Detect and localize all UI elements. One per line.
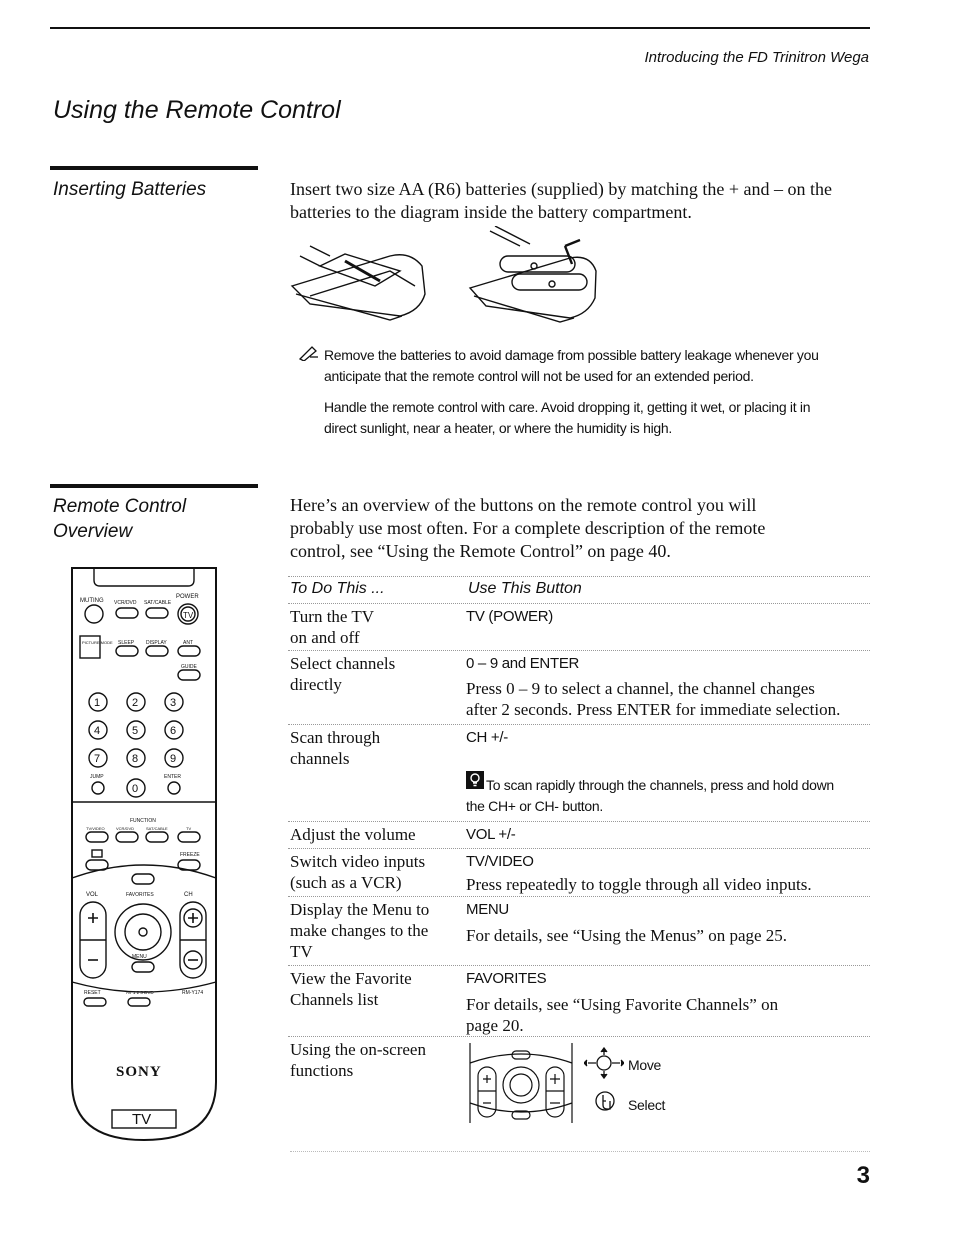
cell-line: channels: [290, 749, 350, 768]
remote-digit: 1: [94, 697, 101, 709]
table-row: [288, 848, 870, 896]
button-name: TV (POWER): [466, 608, 553, 625]
move-label: Move: [628, 1057, 662, 1073]
cell-line: Turn the TV: [290, 607, 375, 626]
table-cell: [290, 653, 395, 695]
cell-line: TV: [290, 942, 313, 961]
select-hand-icon: [594, 1089, 616, 1115]
remote-digit: 8: [132, 753, 139, 765]
remote-label: FREEZE: [180, 852, 200, 858]
note-text-line: direct sunlight, near a heater, or where the humidity is high.: [324, 420, 672, 436]
remote-digit: 0: [132, 783, 139, 795]
remote-label: DISPLAY: [146, 640, 167, 646]
section-rule: [50, 484, 258, 488]
note-text-line: Handle the remote control with care. Avoid dropping it, getting it wet, or placing it in: [324, 399, 811, 415]
remote-digit: 7: [94, 753, 101, 765]
tip-text-line: the CH+ or CH- button.: [466, 798, 603, 814]
remote-label: MENU: [132, 954, 147, 960]
remote-brand-logo: SONY: [116, 1064, 162, 1080]
table-cell: [290, 899, 429, 962]
remote-label: VCR/DVD: [116, 826, 135, 831]
cell-line: after 2 seconds. Press ENTER for immediate selection.: [466, 700, 841, 719]
section-body-inserting-batteries: Insert two size AA (R6) batteries (supplied) by matching the + and – on the batteries to the diagram inside the battery compartment.: [290, 179, 833, 222]
remote-digit: 2: [132, 697, 139, 709]
cell-line: Display the Menu to: [290, 900, 430, 919]
remote-label: GUIDE: [181, 664, 197, 670]
cell-line: directly: [290, 675, 342, 694]
select-label: Select: [628, 1097, 666, 1113]
table-row: [288, 821, 870, 848]
table-cell: [290, 1039, 426, 1081]
section-heading-remote-overview: [53, 494, 186, 544]
running-head: Introducing the FD Trinitron Wega: [644, 49, 869, 66]
cell-line: Using the on-screen: [290, 1040, 426, 1059]
remote-keypad-detail-illustration: [468, 1041, 574, 1125]
intro-line: Here’s an overview of the buttons on the remote control you will: [290, 495, 757, 515]
remote-label: JUMP: [90, 774, 104, 780]
remote-label: ANT: [183, 640, 193, 646]
move-joystick-icon: [584, 1047, 624, 1083]
remote-label: RESET: [84, 990, 101, 996]
table-cell: [290, 606, 374, 648]
table-cell: [290, 851, 425, 893]
heading-line: Remote Control: [53, 496, 187, 517]
remote-label: TV: [132, 1111, 152, 1128]
table-row: [288, 896, 870, 965]
table-row: [288, 1036, 870, 1123]
table-cell: [466, 678, 840, 720]
heading-line: Overview: [53, 521, 133, 542]
table-cell: Adjust the volume: [290, 825, 416, 844]
remote-label: FUNCTION: [130, 818, 156, 824]
button-name: VOL +/-: [466, 826, 516, 843]
intro-line: control, see “Using the Remote Control” on page 40.: [290, 541, 671, 561]
cell-line: Switch video inputs: [290, 852, 426, 871]
section-body-remote-overview: [290, 494, 870, 563]
table-row: [288, 603, 870, 650]
remote-label: TV/VIDEO: [86, 826, 105, 831]
remote-label: SAT/CABLE: [144, 600, 172, 606]
remote-control-illustration: [66, 562, 222, 1144]
note-text-line: Remove the batteries to avoid damage from possible battery leakage whenever you: [324, 347, 819, 363]
page-title: Using the Remote Control: [53, 96, 341, 124]
remote-label: TV: [183, 611, 194, 620]
table-cell: [466, 994, 778, 1036]
section-heading-inserting-batteries: Inserting Batteries: [53, 179, 207, 200]
cell-line: functions: [290, 1061, 354, 1080]
table-row: [288, 650, 870, 724]
button-name: CH +/-: [466, 729, 508, 746]
remote-label: CH: [184, 892, 193, 898]
cell-line: For details, see “Using Favorite Channels” on: [466, 995, 779, 1014]
remote-label: FAVORITES: [126, 892, 154, 898]
cell-line: page 20.: [466, 1016, 524, 1035]
remote-label: SLEEP: [118, 640, 135, 646]
table-cell: Press repeatedly to toggle through all video inputs.: [466, 875, 812, 894]
intro-line: probably use most often. For a complete description of the remote: [290, 518, 766, 538]
remote-label: ENTER: [164, 774, 181, 780]
button-name: MENU: [466, 901, 509, 918]
button-name: FAVORITES: [466, 970, 547, 987]
button-name: TV/VIDEO: [466, 853, 534, 870]
table-row: [288, 724, 870, 821]
table-cell: For details, see “Using the Menus” on page 25.: [466, 926, 788, 945]
table-header: [288, 576, 870, 603]
table-cell: [290, 727, 380, 769]
note-text-line: anticipate that the remote control will not be used for an extended period.: [324, 368, 754, 384]
remote-digit: 5: [132, 725, 139, 737]
tip-bulb-icon: [466, 771, 484, 789]
remote-label: RM-Y174: [182, 990, 204, 996]
battery-illustration: [290, 226, 610, 336]
remote-label: AV 1 2 3 DVD: [126, 990, 154, 995]
remote-label: VCR/DVD: [114, 600, 137, 606]
cell-line: Press 0 – 9 to select a channel, the channel changes: [466, 679, 815, 698]
remote-label: POWER: [176, 594, 199, 600]
remote-digit: 4: [94, 725, 101, 737]
button-name: 0 – 9 and ENTER: [466, 655, 580, 672]
remote-label: TV: [186, 826, 192, 831]
table-header-col2: Use This Button: [468, 580, 582, 597]
remote-digit: 9: [170, 753, 177, 765]
table-row: [288, 965, 870, 1036]
remote-label: PICTURE MODE: [82, 640, 113, 645]
remote-label: SAT/CABLE: [146, 826, 168, 831]
remote-label: VOL: [86, 892, 99, 898]
cell-line: View the Favorite: [290, 969, 412, 988]
remote-label: MUTING: [80, 598, 104, 604]
cell-line: Scan through: [290, 728, 381, 747]
note-pencil-icon: [298, 345, 320, 361]
cell-line: Select channels: [290, 654, 396, 673]
bottom-rule: [290, 1151, 870, 1152]
table-header-col1: To Do This ...: [290, 580, 385, 597]
table-cell: [290, 968, 412, 1010]
remote-digit: 3: [170, 697, 177, 709]
section-rule: [50, 166, 258, 170]
cell-line: on and off: [290, 628, 360, 647]
tip-text-line: To scan rapidly through the channels, press and hold down: [486, 777, 834, 793]
cell-line: make changes to the: [290, 921, 429, 940]
top-rule: [50, 27, 870, 29]
cell-line: Channels list: [290, 990, 379, 1009]
cell-line: (such as a VCR): [290, 873, 402, 892]
page-number: 3: [856, 1162, 870, 1189]
remote-digit: 6: [170, 725, 177, 737]
